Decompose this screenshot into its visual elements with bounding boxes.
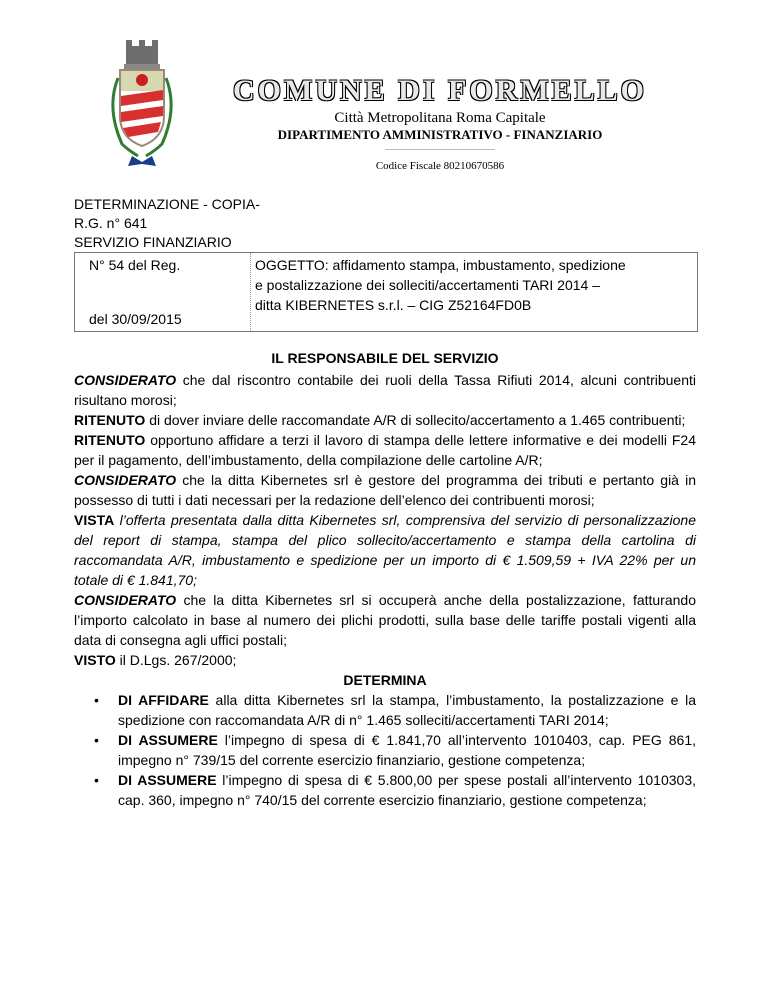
header-divider [385, 149, 495, 150]
servizio-label: SERVIZIO FINANZIARIO [74, 234, 232, 250]
determina-item: • DI ASSUMERE l’impegno di spesa di € 5.800,00 per spese postali all’intervento 1010303, cap. 360, impegno n° 740/15 del corrente esercizio finanziario, gestione competenza; [94, 772, 696, 808]
determina-item: • DI AFFIDARE alla ditta Kibernetes srl la stampa, l’imbustamento, la postalizzazione e la spedizione con raccomandata A/R di n° 1.465 solleciti/accertamenti TARI 2014; [94, 692, 696, 728]
comune-title: COMUNE DI FORMELLO [233, 74, 647, 107]
paragraph: CONSIDERATO che la ditta Kibernetes srl si occuperà anche della postalizzazione, fatturando l’importo calcolato in base al numero dei plichi prodotti, sulla base delle tariffe postali vigenti alla data di consegna agli uffici postali; [74, 592, 696, 648]
determina-list [74, 690, 696, 810]
oggetto-line-2: e postalizzazione dei solleciti/accertamenti TARI 2014 – [255, 277, 600, 293]
registry-box [74, 252, 698, 332]
reg-date: del 30/09/2015 [89, 311, 182, 327]
section-title: IL RESPONSABILE DEL SERVIZIO [271, 350, 499, 366]
paragraph: RITENUTO di dover inviare delle raccomandate A/R di sollecito/accertamento a 1.465 contribuenti; [74, 412, 686, 428]
document-header [0, 0, 768, 180]
determinazione-label: DETERMINAZIONE - COPIA- [74, 196, 260, 212]
codice-fiscale: Codice Fiscale 80210670586 [375, 160, 505, 172]
bullet-icon: • [94, 692, 99, 708]
bullet-icon: • [94, 772, 99, 788]
paragraph: RITENUTO opportuno affidare a terzi il lavoro di stampa delle lettere informative e dei modelli F24 per il pagamento, dell’imbustamento, della compilazione delle cartoline A/R; [74, 432, 696, 468]
box-divider [250, 253, 251, 331]
dipartimento: DIPARTIMENTO AMMINISTRATIVO - FINANZIARIO [277, 127, 603, 142]
paragraph: CONSIDERATO che la ditta Kibernetes srl è gestore del programma dei tributi e pertanto già in possesso di tutti i dati necessari per la redazione dell’elenco dei contribuenti morosi; [74, 472, 696, 508]
oggetto-line-3: ditta KIBERNETES s.r.l. – CIG Z52164FD0B [255, 297, 532, 313]
document-body [74, 370, 696, 810]
determina-item: • DI ASSUMERE l’impegno di spesa di € 1.841,70 all’intervento 1010403, cap. PEG 861, impegno n° 739/15 del corrente esercizio finanziario, gestione competenza; [94, 732, 696, 768]
rg-number: R.G. n° 641 [74, 215, 148, 231]
oggetto [255, 255, 693, 315]
paragraph: VISTO il D.Lgs. 267/2000; [74, 652, 237, 668]
reg-number: N° 54 del Reg. [89, 257, 181, 273]
paragraph: VISTA l’offerta presentata dalla ditta Kibernetes srl, comprensiva del servizio di personalizzazione del report di stampa, stampa del plico sollecito/accertamento e stampa della cartolina di raccomandata A/R, imbustamento e spedizione per un importo di € 1.509,59 + IVA 22% per un totale di € 1.841,70; [74, 512, 696, 588]
bullet-icon: • [94, 732, 99, 748]
determina-title: DETERMINA [343, 672, 427, 688]
citta-metropolitana: Città Metropolitana Roma Capitale [334, 110, 546, 126]
oggetto-line-1: OGGETTO: affidamento stampa, imbustamento, spedizione [255, 257, 626, 273]
paragraph: CONSIDERATO che dal riscontro contabile dei ruoli della Tassa Rifiuti 2014, alcuni contribuenti risultano morosi; [74, 372, 696, 408]
